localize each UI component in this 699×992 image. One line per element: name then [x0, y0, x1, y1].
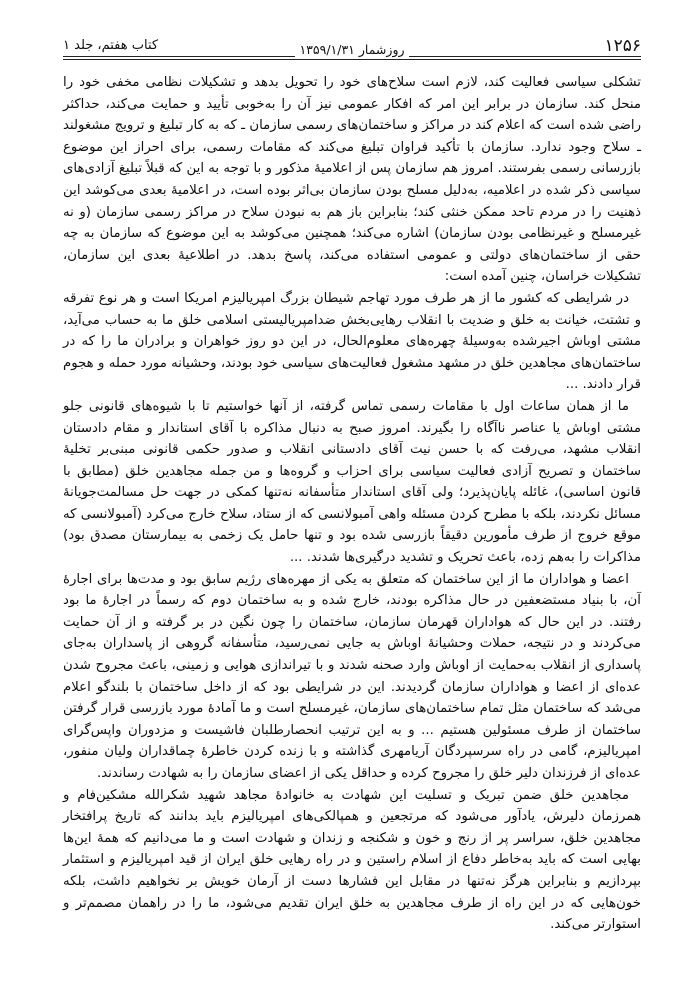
paragraph: تشکلی سیاسی فعالیت کند، لازم است سلاح‌های خود را تحویل بدهد و تشکیلات نظامی مخفی خود را منحل کند. سازمان در برابر این امر که افکار عمومی نیز آن را به‌خوبی تأیید و حمایت می‌کند، حداکثر راضی شده است که اعلام کند در مراکز و ساختمان‌های رسمی سازمان ـ که به کار تبلیغ و ترویج مشغولند ـ سلاح وجود ندارد. سازمان با تأکید فراوان تبلیغ می‌کند که مقامات رسمی، برای احراز این موضوع بازرسانی رسمی بفرستند. امروز هم سازمان پس از اعلامیهٔ مذکور و با توجه به این که قبلاً تبلیغ آزادی‌های سیاسی ذکر شده در اعلامیه، به‌دلیل مسلح بودن سازمان بی‌اثر بوده است، در اعلامیهٔ بعدی می‌کوشد این ذهنیت را در مردم تاحد ممکن خنثی کند؛ بنابراین باز هم به نبودن سلاح در مراکز رسمی سازمان (و نه غیرمسلح و غیرنظامی بودن سازمان) اشاره می‌کند؛ همچنین می‌کوشد به این موضوع که سازمان به چه حقی از ساختمان‌های دولتی و عمومی استفاده می‌کند، پاسخ بدهد. در اطلاعیهٔ بعدی این سازمان، تشکیلات خراسان، چنین آمده است: — [63, 75, 641, 285]
page-number: ۱۲۵۶ — [604, 36, 641, 56]
document-page — [63, 36, 641, 936]
header-date-label: روزشمار ۱۳۵۹/۱/۳۱ — [295, 42, 408, 57]
running-header — [63, 36, 641, 60]
quote-paragraph: اعضا و هواداران ما از این ساختمان که متعلق به یکی از مهره‌های رژیم سابق بود و مدت‌ها برای اجارهٔ آن، با بنیاد مستضعفین در حال مذاکره بودند، خارج شده و به ساختمان دوم که رسماً در اجارهٔ ما بود رفتند. در این حال که هواداران قهرمان سازمان، ساختمان را چون نگین در بر گرفته و از آن حمایت می‌کردند و در نتیجه، حملات وحشیانهٔ اوباش به جایی نمی‌رسید، متأسفانه گروهی از پاسداران به‌جای پاسداری از انقلاب به‌حمایت از اوباش وارد صحنه شدند و با تیراندازی هوایی و زمینی، باعث مجروح شدن عده‌ای از اعضا و هواداران سازمان گردیدند. این در شرایطی بود که از داخل ساختمان با بلندگو اعلام می‌شد که ساختمان مثل تمام ساختمان‌های سازمان، غیرمسلح است و ما آمادهٔ مورد بازرسی قرار گرفتن ساختمان از طرف مسئولین هستیم ... و به این ترتیب انحصارطلبان فاشیست و مزدوران واپس‌گرای امپریالیزم، گامی در راه سرسپردگان آریامهری گذاشته و با زنده کردن خاطرهٔ چماقداران ولیان منفور، عده‌ای از فرزندان دلیر خلق را مجروح کرده و حداقل یکی از اعضای سازمان را به شهادت رساندند. — [63, 571, 641, 781]
quote-paragraph: مجاهدین خلق ضمن تبریک و تسلیت این شهادت به خانوادهٔ مجاهد شهید شکرالله مشکین‌فام و همرزمان دلیرش، یادآور می‌شود که مرتجعین و همپالکی‌های امپریالیزم باید بدانند که تاریخ پرافتخار مجاهدین خلق، سراسر پر از رنج و خون و شکنجه و زندان و شهادت است و ما می‌دانیم که همهٔ این‌ها بهایی است که باید به‌خاطر دفاع از اسلام راستین و در راه رهایی خلق ایران از قید امپریالیزم و استثمار بپردازیم و بنابراین هرگز نه‌تنها در مقابل این فشارها دست از آرمان خویش بر نخواهیم داشت، بلکه خون‌هایی که در این راه از طرف مجاهدین به خلق ایران تقدیم می‌شود، ما را در راهمان مصمم‌تر و استوارتر می‌کند. — [63, 787, 641, 933]
quote-paragraph: در شرایطی که کشور ما از هر طرف مورد تهاجم شیطان بزرگ امپریالیزم امریکا است و هر نوع تفرقه و تشتت، خیانت به خلق و ضدیت با انقلاب رهایی‌بخش ضدامپریالیستی اسلامی خلق ما به حساب می‌آید، مشتی اوباش اجیرشده به‌وسیلهٔ چهره‌های معلوم‌الحال، در این دو روز خواهران و برادران ما را که در ساختمان‌های مجاهدین خلق در مشهد مشغول فعالیت‌های سیاسی خود بودند، وحشیانه مورد حمله و هجوم قرار دادند. ... — [63, 290, 641, 393]
quote-paragraph: ما از همان ساعات اول با مقامات رسمی تماس گرفته، از آنها خواستیم تا با شیوه‌های قانونی جلو مشتی اوباش یا عناصر ناآگاه را بگیرند. امروز صبح به دنبال مذاکره با آقای استاندار و مقام دادستان انقلاب مشهد، می‌رفت که با حسن نیت آقای دادستانی انقلاب و صدور حکمی قانونی مبنی‌بر تخلیهٔ ساختمان و تصریح آزادی فعالیت سیاسی برای احزاب و گروه‌ها و من جمله مجاهدین خلق (مطابق با قانون اساسی)، غائله پایان‌پذیرد؛ ولی آقای استاندار متأسفانه نه‌تنها کمکی در جهت حل مسالمت‌جویانهٔ مسائل نکردند، بلکه با مطرح کردن مسئله واهی آمبولانسی که از ستاد، سلاح خارج می‌کرد (آمبولانسی که موقع خروج از طرف مأمورین دقیقاً بازرسی شده بود و تنها حامل یک زخمی به بیمارستان مصدق بود) مذاکرات را به‌هم زده، باعث تحریک و تشدید درگیری‌ها شدند. ... — [63, 398, 641, 566]
document-body — [63, 72, 641, 936]
header-book-label: کتاب هفتم، جلد ۱ — [63, 38, 159, 53]
